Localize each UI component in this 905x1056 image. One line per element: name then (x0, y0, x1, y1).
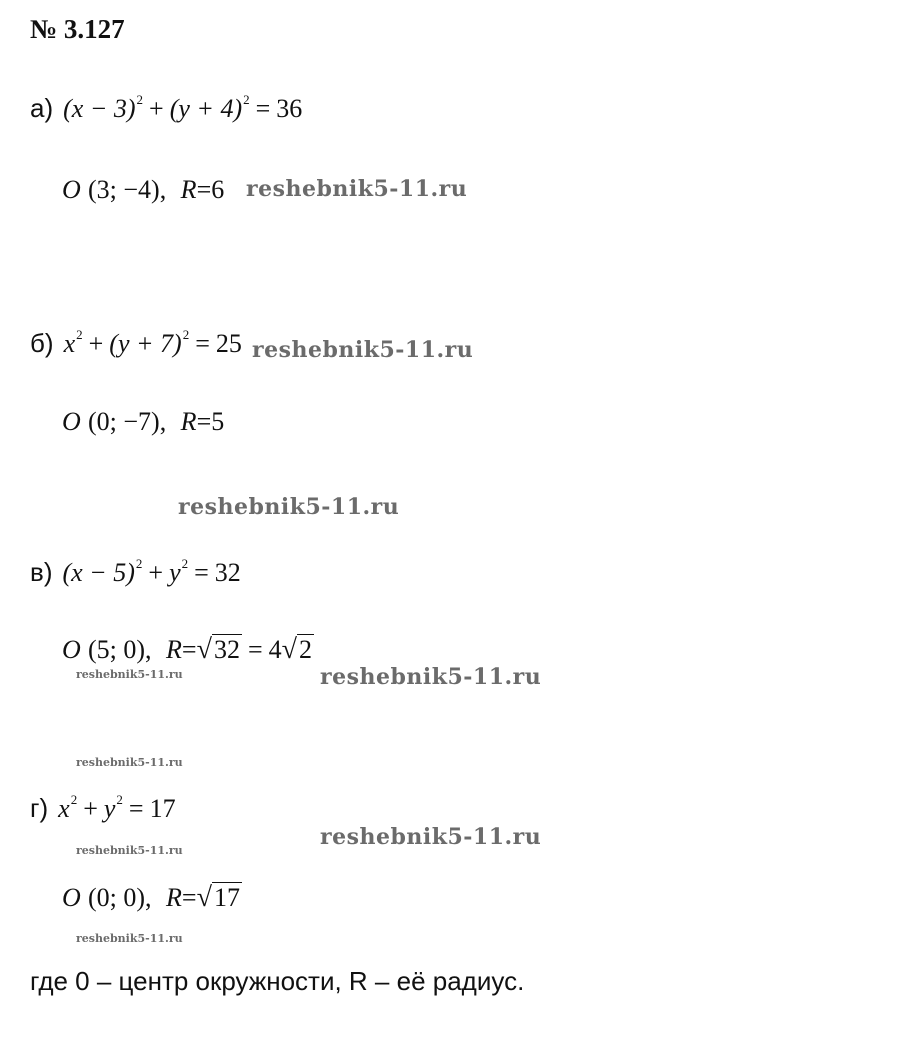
watermark: reshebnik5-11.ru (320, 824, 542, 850)
watermark: reshebnik5-11.ru (178, 494, 400, 520)
radicand: 2 (299, 635, 312, 664)
center-name: O (62, 175, 81, 204)
answer-b (62, 406, 224, 437)
equals-sign: = (181, 635, 197, 664)
radius-name: R (180, 407, 197, 436)
sqrt-2 (282, 634, 314, 666)
watermark: reshebnik5-11.ru (76, 756, 183, 769)
rhs-value: 25 (215, 329, 242, 358)
plus-sign: + (88, 329, 104, 358)
equals-sign: = (255, 94, 271, 123)
equals-sign: = (181, 883, 197, 912)
center-coords: (5; 0), (88, 635, 152, 664)
item-label: в) (30, 557, 53, 587)
exponent: 2 (76, 327, 83, 342)
answer-d (62, 882, 242, 914)
center-name: O (62, 635, 81, 664)
center-coords: (0; 0), (88, 883, 152, 912)
rhs-value: 17 (149, 794, 176, 823)
watermark: reshebnik5-11.ru (252, 337, 474, 363)
equals-sign: = (196, 407, 212, 436)
exponent: 2 (182, 327, 190, 342)
radical-sign: √ (196, 882, 212, 913)
radius-name: R (166, 883, 182, 912)
term-2: (y + 4) (169, 94, 243, 123)
watermark: reshebnik5-11.ru (320, 664, 542, 690)
sqrt-17 (197, 882, 242, 914)
item-label: б) (30, 328, 54, 358)
center-coords: (3; −4), (88, 175, 167, 204)
equation-a (30, 92, 302, 124)
answer-a (62, 174, 224, 205)
watermark: reshebnik5-11.ru (76, 668, 183, 681)
term-2: y (103, 794, 116, 823)
radical-sign: √ (196, 634, 212, 665)
exponent: 2 (243, 92, 250, 107)
radicand: 17 (213, 883, 240, 912)
rhs-value: 36 (276, 94, 303, 123)
term-1: x (58, 794, 70, 823)
term-1: (x − 5) (62, 558, 135, 587)
center-coords: (0; −7), (88, 407, 167, 436)
item-label: г) (30, 793, 49, 823)
exponent: 2 (116, 792, 123, 807)
equals-sign: = (195, 329, 210, 358)
radius-name: R (180, 175, 197, 204)
equation-b (30, 327, 242, 359)
center-name: O (62, 883, 81, 912)
term-1: x (63, 329, 76, 358)
term-1: (x − 3) (63, 94, 136, 123)
radicand: 32 (213, 635, 240, 664)
radius-value: 6 (211, 175, 225, 204)
term-2: (y + 7) (109, 329, 182, 358)
watermark: reshebnik5-11.ru (76, 932, 183, 945)
plus-sign: + (83, 794, 98, 823)
exponent: 2 (136, 92, 144, 107)
rhs-value: 32 (214, 558, 241, 587)
watermark: reshebnik5-11.ru (76, 844, 183, 857)
equals-sign: = (194, 558, 209, 587)
equals-sign: = (247, 635, 263, 664)
watermark: reshebnik5-11.ru (246, 176, 468, 202)
equals-sign: = (128, 794, 144, 823)
footer-note: где 0 – центр окружности, R – её радиус. (30, 966, 525, 996)
center-name: O (62, 407, 81, 436)
exponent: 2 (70, 792, 78, 807)
answer-c (62, 634, 314, 666)
exponent: 2 (135, 556, 143, 571)
item-label: а) (30, 93, 54, 123)
radical-sign: √ (281, 634, 297, 665)
radius-name: R (166, 635, 182, 664)
plus-sign: + (149, 94, 164, 123)
plus-sign: + (148, 558, 164, 587)
equals-sign: = (196, 175, 212, 204)
page-title: № 3.127 (30, 14, 125, 44)
equation-d (30, 792, 176, 824)
radius-value: 5 (211, 407, 225, 436)
exponent: 2 (181, 556, 189, 571)
sqrt-32 (197, 634, 242, 666)
coefficient: 4 (268, 635, 282, 664)
equation-c (30, 556, 241, 588)
term-2: y (169, 558, 181, 587)
